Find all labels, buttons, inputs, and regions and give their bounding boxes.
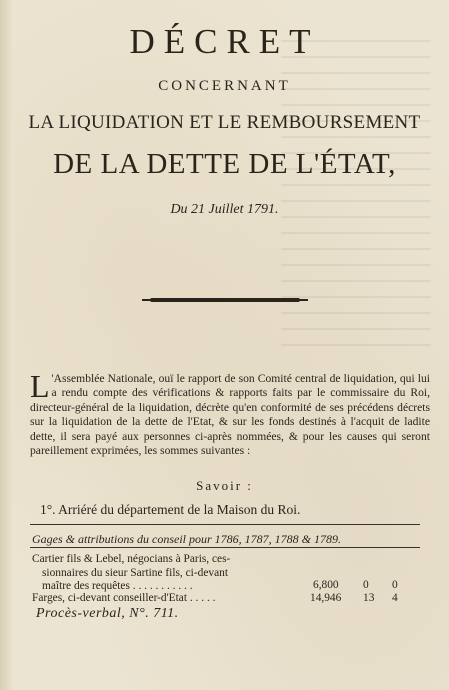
entry-line: maître des requêtes . . . . . . . . . . . (42, 580, 193, 592)
entry-line: Farges, ci-devant conseiller-d'Etat . . . . . (32, 592, 216, 604)
amount-livres: 14,946 (310, 592, 342, 604)
section-heading: 1°. Arriéré du département de la Maison du Roi. (40, 502, 301, 517)
ledger-entry (32, 553, 432, 594)
separator-line (30, 547, 420, 548)
decree-date: Du 21 Juillet 1791. (170, 202, 279, 217)
entry-line: Cartier fils & Lebel, négocians à Paris, ces- (32, 553, 231, 565)
amount-deniers: 0 (392, 579, 398, 591)
subtitle-line-1: LA LIQUIDATION ET LE REMBOURSEMENT (28, 112, 421, 133)
amount-sols: 0 (363, 579, 369, 591)
gages-heading: Gages & attributions du conseil pour 1786, 1787, 1788 & 1789. (32, 532, 341, 546)
entry-line: sionnaires du sieur Sartine fils, ci-devant (42, 566, 228, 579)
concernant-heading: CONCERNANT (158, 78, 291, 94)
amount-livres: 6,800 (313, 579, 339, 591)
amount-deniers: 4 (392, 592, 398, 604)
intro-paragraph (30, 368, 430, 458)
intro-text: 'Assemblée Nationale, ouï le rapport de son Comité central de liquidation, qui lui a rendu compte des vérifications & rapports faits par le commissaire du Roi, directeur-général de la liquidation, décrète qu'en conformité de ses précédens décrets sur la liquidation de la dette de l'Etat, & sur les fonds destinés à l'acquit de ladite dette, il sera payé aux personnes ci-après nommées, & pour les causes qui seront pareillement exprimées, les sommes suivantes : (30, 372, 430, 458)
proces-verbal-number: Procès-verbal, N°. 711. (36, 606, 179, 621)
ornamental-rule (150, 298, 300, 302)
subtitle-line-2: DE LA DETTE DE L'ÉTAT, (53, 148, 396, 180)
amount-sols: 13 (363, 592, 375, 604)
separator-line (30, 524, 420, 525)
decree-title: DÉCRET (129, 22, 320, 61)
page-edge-shadow (0, 0, 14, 690)
savoir-heading: Savoir : (196, 478, 253, 493)
drop-cap: L (30, 368, 50, 404)
